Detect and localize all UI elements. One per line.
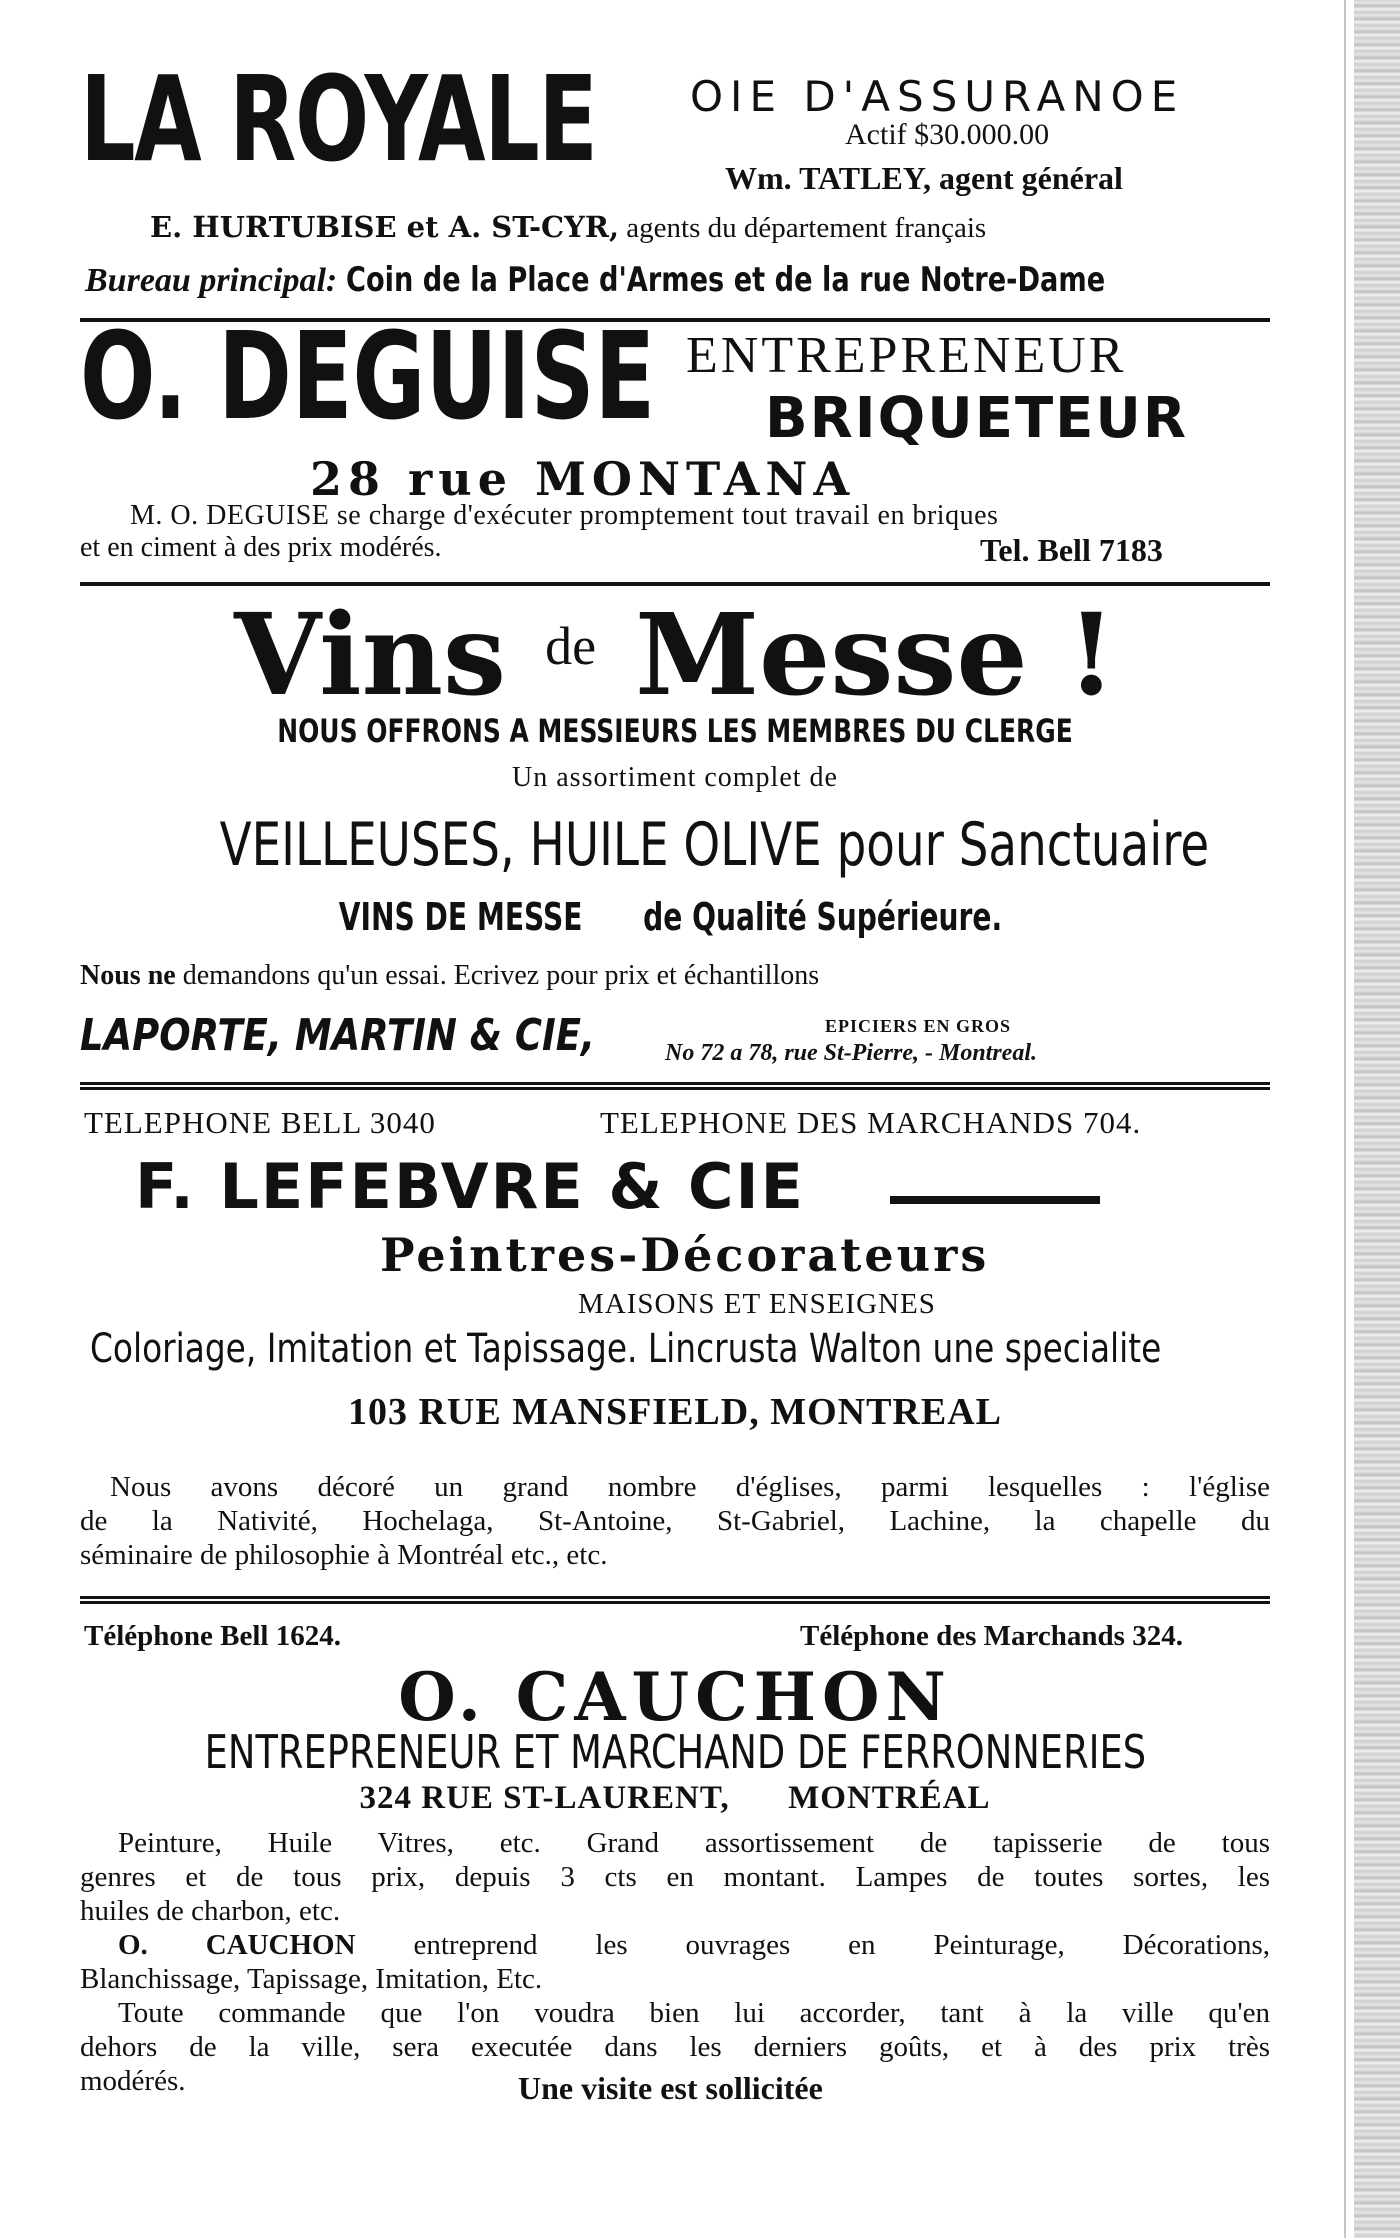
vins-offer-text: NOUS OFFRONS A MESSIEURS LES MEMBRES DU CLERGE	[277, 712, 1073, 750]
vins-essai	[80, 960, 819, 992]
deguise-name: O. DEGUISE	[80, 308, 656, 447]
vins-address: No 72 a 78, rue St-Pierre, - Montreal.	[665, 1040, 1037, 1066]
vins-title-exclamation: !	[1066, 590, 1116, 721]
deguise-trade-line1: ENTREPRENEUR	[686, 327, 1127, 384]
royale-agents-line	[150, 210, 986, 245]
deguise-trade-line2: BRIQUETEUR	[765, 386, 1189, 451]
cauchon-body-line4: entreprend les ouvrages en Peinturage, Décorations,	[413, 1929, 1271, 1961]
deguise-address: 28 rue MONTANA	[310, 452, 856, 506]
vins-title-word1: Vins	[234, 590, 507, 721]
section-divider	[80, 1082, 1270, 1090]
vins-firm-text: LAPORTE, MARTIN & CIE,	[80, 1010, 596, 1061]
cauchon-telephone-merchants: Téléphone des Marchands 324.	[800, 1620, 1183, 1652]
vins-products-text: VEILLEUSES, HUILE OLIVE pour Sanctuaire	[219, 810, 1210, 880]
lefebvre-telephone-bell: TELEPHONE BELL 3040	[84, 1105, 436, 1140]
deguise-description-line1: M. O. DEGUISE se charge d'exécuter promptement tout travail en briques	[130, 500, 999, 531]
cauchon-trade-text: ENTREPRENEUR ET MARCHAND DE FERRONNERIES	[204, 1725, 1146, 1779]
royale-company-name: LA ROYALE	[80, 50, 597, 188]
section-divider	[80, 1596, 1270, 1604]
page-edge-line	[1344, 0, 1346, 2238]
cauchon-name: O. CAUCHON	[398, 1658, 952, 1736]
vins-title-de: de	[545, 616, 597, 676]
royale-agents-dept: agents du département français	[626, 212, 987, 244]
vins-wholesale-label: EPICIERS EN GROS	[825, 1016, 1012, 1036]
royale-assets: Actif $30.000.00	[845, 118, 1050, 151]
cauchon-trade	[80, 1725, 1270, 1779]
vins-essai-rest: demandons qu'un essai. Ecrivez pour prix et échantillons	[182, 960, 820, 991]
royale-agents-names: E. HURTUBISE et A. ST-CYR,	[150, 210, 620, 244]
lefebvre-decor-paragraph	[80, 1470, 1270, 1572]
cauchon-body-line6: Toute commande que l'on voudra bien lui accorder, tant à la ville qu'en	[118, 1997, 1270, 2029]
lefebvre-services	[90, 1326, 1396, 1372]
cauchon-body-line7: dehors de la ville, sera executée dans les derniers goûts, et à des prix très	[80, 2031, 1270, 2063]
vins-quality-bold: VINS DE MESSE	[338, 895, 583, 939]
cauchon-body-line4-wrap	[80, 1928, 1270, 1962]
lefebvre-telephone-merchants: TELEPHONE DES MARCHANDS 704.	[600, 1105, 1142, 1140]
vins-assortment: Un assortiment complet de	[512, 762, 838, 793]
vins-title-word2: Messe	[635, 590, 1028, 721]
vins-title	[80, 590, 1270, 721]
cauchon-body-line8: modérés.	[80, 2065, 186, 2097]
cauchon-body-line5: Blanchissage, Tapissage, Imitation, Etc.	[80, 1963, 543, 1995]
lefebvre-trade: Peintres-Décorateurs	[380, 1228, 990, 1282]
royale-office-line	[85, 260, 1295, 300]
lefebvre-decor-line2: de la Nativité, Hochelaga, St-Antoine, St-Gabriel, Lachine, la chapelle du	[80, 1505, 1270, 1537]
cauchon-address-street: 324 RUE ST-LAURENT,	[359, 1780, 730, 1816]
cauchon-body-paragraph	[80, 1826, 1270, 2098]
vins-essai-bold: Nous ne	[80, 960, 176, 991]
cauchon-telephone-bell: Téléphone Bell 1624.	[84, 1620, 341, 1652]
lefebvre-address: 103 RUE MANSFIELD, MONTREAL	[347, 1391, 1003, 1433]
lefebvre-services-text: Coloriage, Imitation et Tapissage. Lincrusta Walton une specialite	[90, 1326, 1162, 1372]
vins-quality-text	[319, 895, 1031, 939]
lefebvre-decor-line3: séminaire de philosophie à Montréal etc., etc.	[80, 1539, 608, 1571]
lefebvre-name: F. LEFEBVRE & CIE	[135, 1150, 805, 1223]
vins-firm-name	[80, 1010, 693, 1061]
royale-office-address: Coin de la Place d'Armes et de la rue Notre-Dame	[345, 260, 1105, 300]
lefebvre-decor-line1: Nous avons décoré un grand nombre d'églises, parmi lesquelles : l'église	[110, 1471, 1270, 1503]
cauchon-address-city: MONTRÉAL	[788, 1780, 991, 1816]
vins-products	[80, 810, 1270, 880]
royale-company-type: OIE D'ASSURANOE	[690, 72, 1185, 121]
cauchon-body-line2: genres et de tous prix, depuis 3 cts en montant. Lampes de toutes sortes, les	[80, 1861, 1270, 1893]
vins-offer	[80, 712, 1270, 750]
lefebvre-signs: MAISONS ET ENSEIGNES	[578, 1288, 936, 1320]
royale-office-label: Bureau principal:	[85, 262, 338, 299]
deguise-telephone: Tel. Bell 7183	[980, 532, 1163, 568]
lefebvre-name-underline	[890, 1196, 1100, 1204]
cauchon-body-line1: Peinture, Huile Vitres, etc. Grand assortissement de tapisserie de tous	[118, 1827, 1270, 1859]
cauchon-visit: Une visite est sollicitée	[518, 2070, 823, 2106]
deguise-description-line2: et en ciment à des prix modérés.	[80, 532, 442, 563]
vins-quality-rest: de Qualité Supérieure.	[642, 895, 1002, 939]
vins-quality	[80, 895, 1270, 939]
section-divider	[80, 582, 1270, 586]
page-edge-scan-artifact	[1354, 0, 1400, 2238]
royale-general-agent: Wm. TATLEY, agent général	[725, 160, 1123, 196]
cauchon-address	[80, 1780, 1270, 1817]
cauchon-body-line3: huiles de charbon, etc.	[80, 1895, 341, 1927]
cauchon-body-name: O. CAUCHON	[118, 1929, 356, 1961]
